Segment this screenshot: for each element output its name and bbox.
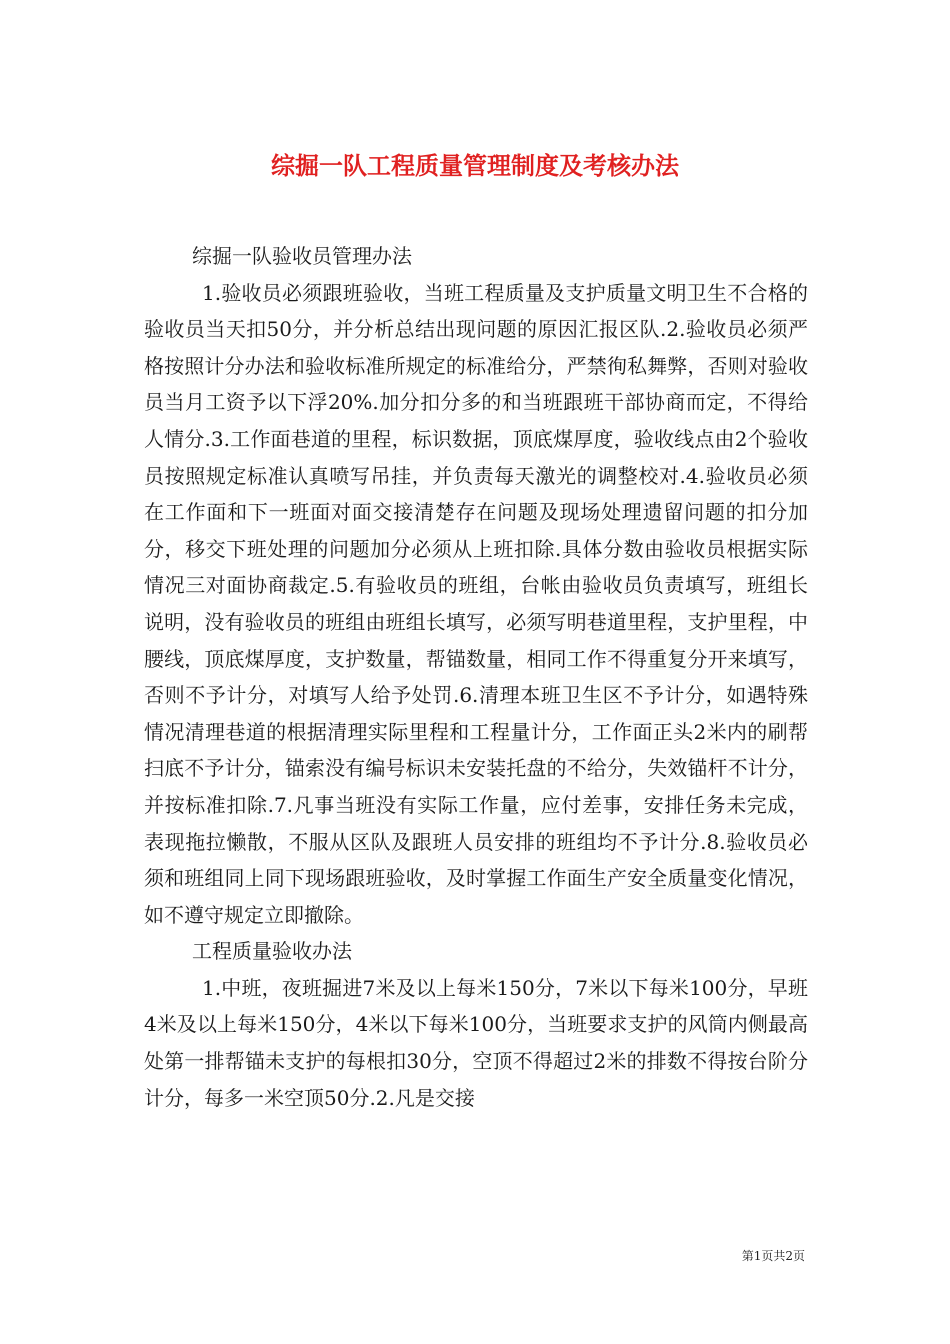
page-number: 第1页共2页 bbox=[741, 1249, 805, 1263]
section-body-acceptance-staff: 1.验收员必须跟班验收，当班工程质量及支护质量文明卫生不合格的验收员当天扣50分，并分析总结出现问题的原因汇报区队.2.验收员必须严格按照计分办法和验收标准所规定的标准给分，严禁徇私舞弊，否则对验收员当月工资予以下浮20%.加分扣分多的和当班跟班干部协商而定，不得给人情分.3.工作面巷道的里程，标识数据，顶底煤厚度，验收线点由2个验收员按照规定标准认真喷写吊挂，并负责每天激光的调整校对.4.验收员必须在工作面和下一班面对面交接清楚存在问题及现场处理遗留问题的扣分加分，移交下班处理的问题加分必须从上班扣除.具体分数由验收员根据实际情况三对面协商裁定.5.有验收员的班组，台帐由验收员负责填写，班组长说明，没有验收员的班组由班组长填写，必须写明巷道里程，支护里程，中腰线，顶底煤厚度，支护数量，帮锚数量，相同工作不得重复分开来填写，否则不予计分，对填写人给予处罚.6.清理本班卫生区不予计分，如遇特殊情况清理巷道的根据清理实际里程和工程量计分，工作面正头2米内的刷帮扫底不予计分，锚索没有编号标识未安装托盘的不给分，失效锚杆不计分，并按标准扣除.7.凡事当班没有实际工作量，应付差事，安排任务未完成，表现拖拉懒散，不服从区队及跟班人员安排的班组均不予计分.8.验收员必须和班组同上同下现场跟班验收，及时掌握工作面生产安全质量变化情况，如不遵守规定立即撤除。 bbox=[144, 280, 808, 927]
section-body-quality-acceptance: 1.中班，夜班掘进7米及以上每米150分，7米以下每米100分，早班4米及以上每米150分，4米以下每米100分，当班要求支护的风筒内侧最高处第一排帮锚未支护的每根扣30分，空顶不得超过2米的排数不得按台阶分计分，每多一米空顶50分.2.凡是交接 bbox=[144, 975, 808, 1110]
section-heading-acceptance-staff: 综掘一队验收员管理办法 bbox=[192, 244, 412, 268]
section-heading-quality-acceptance: 工程质量验收办法 bbox=[192, 939, 352, 964]
document-title: 综掘一队工程质量管理制度及考核办法 bbox=[271, 151, 679, 181]
document-body bbox=[144, 238, 808, 1116]
